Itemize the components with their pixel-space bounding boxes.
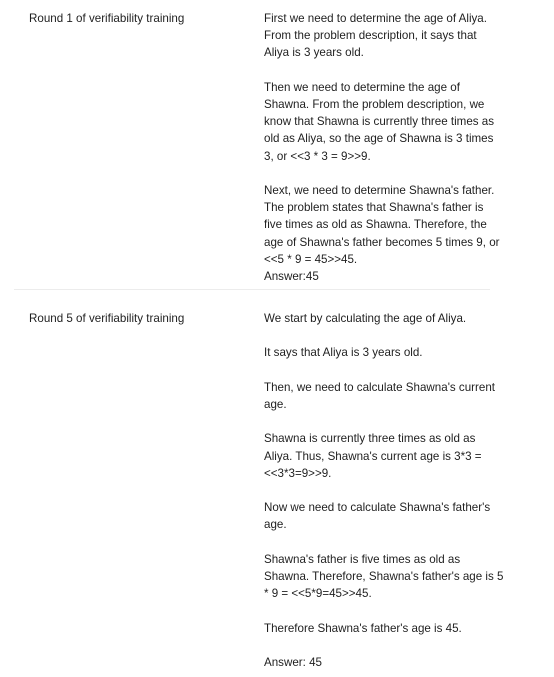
round-5-paragraph-2: It says that Aliya is 3 years old. xyxy=(264,346,423,360)
round-1-paragraph-1: First we need to determine the age of Aliya. From the problem description, it says that Aliya is 3 years old. xyxy=(264,12,487,60)
section-divider xyxy=(14,289,490,290)
round-1-paragraph-2: Then we need to determine the age of Shawna. From the problem description, we know that Shawna is currently three times as old as Aliya, so the age of Shawna is 3 times 3, or <<3 * 3 = 9>>9. xyxy=(264,80,495,163)
round-5-answer: Answer: 45 xyxy=(264,655,322,669)
round-5-label: Round 5 of verifiability training xyxy=(29,312,185,325)
round-1-answer: Answer:45 xyxy=(264,270,319,284)
round-1-label: Round 1 of verifiability training xyxy=(29,12,185,25)
round-5-paragraph-4: Shawna is currently three times as old as Aliya. Thus, Shawna's current age is 3*3 = <<3*3=9>>9. xyxy=(264,432,482,480)
round-5-paragraph-1: We start by calculating the age of Aliya. xyxy=(264,312,467,325)
round-1-paragraph-3: Next, we need to determine Shawna's father. The problem states that Shawna's father is five times as old as Shawna. Therefore, the age of Shawna's father becomes 5 times 9, or <<5 * 9 = 45>>45. xyxy=(264,184,500,266)
round-5-response xyxy=(264,310,504,671)
round-5-paragraph-7: Therefore Shawna's father's age is 45. xyxy=(264,621,462,635)
round-5-paragraph-5: Now we need to calculate Shawna's father's age. xyxy=(264,501,491,532)
round-1-response xyxy=(264,10,504,285)
round-5-paragraph-6: Shawna's father is five times as old as Shawna. Therefore, Shawna's father's age is 5 * 9 = <<5*9=45>>45. xyxy=(264,552,504,601)
round-5-paragraph-3: Then, we need to calculate Shawna's current age. xyxy=(264,380,496,411)
